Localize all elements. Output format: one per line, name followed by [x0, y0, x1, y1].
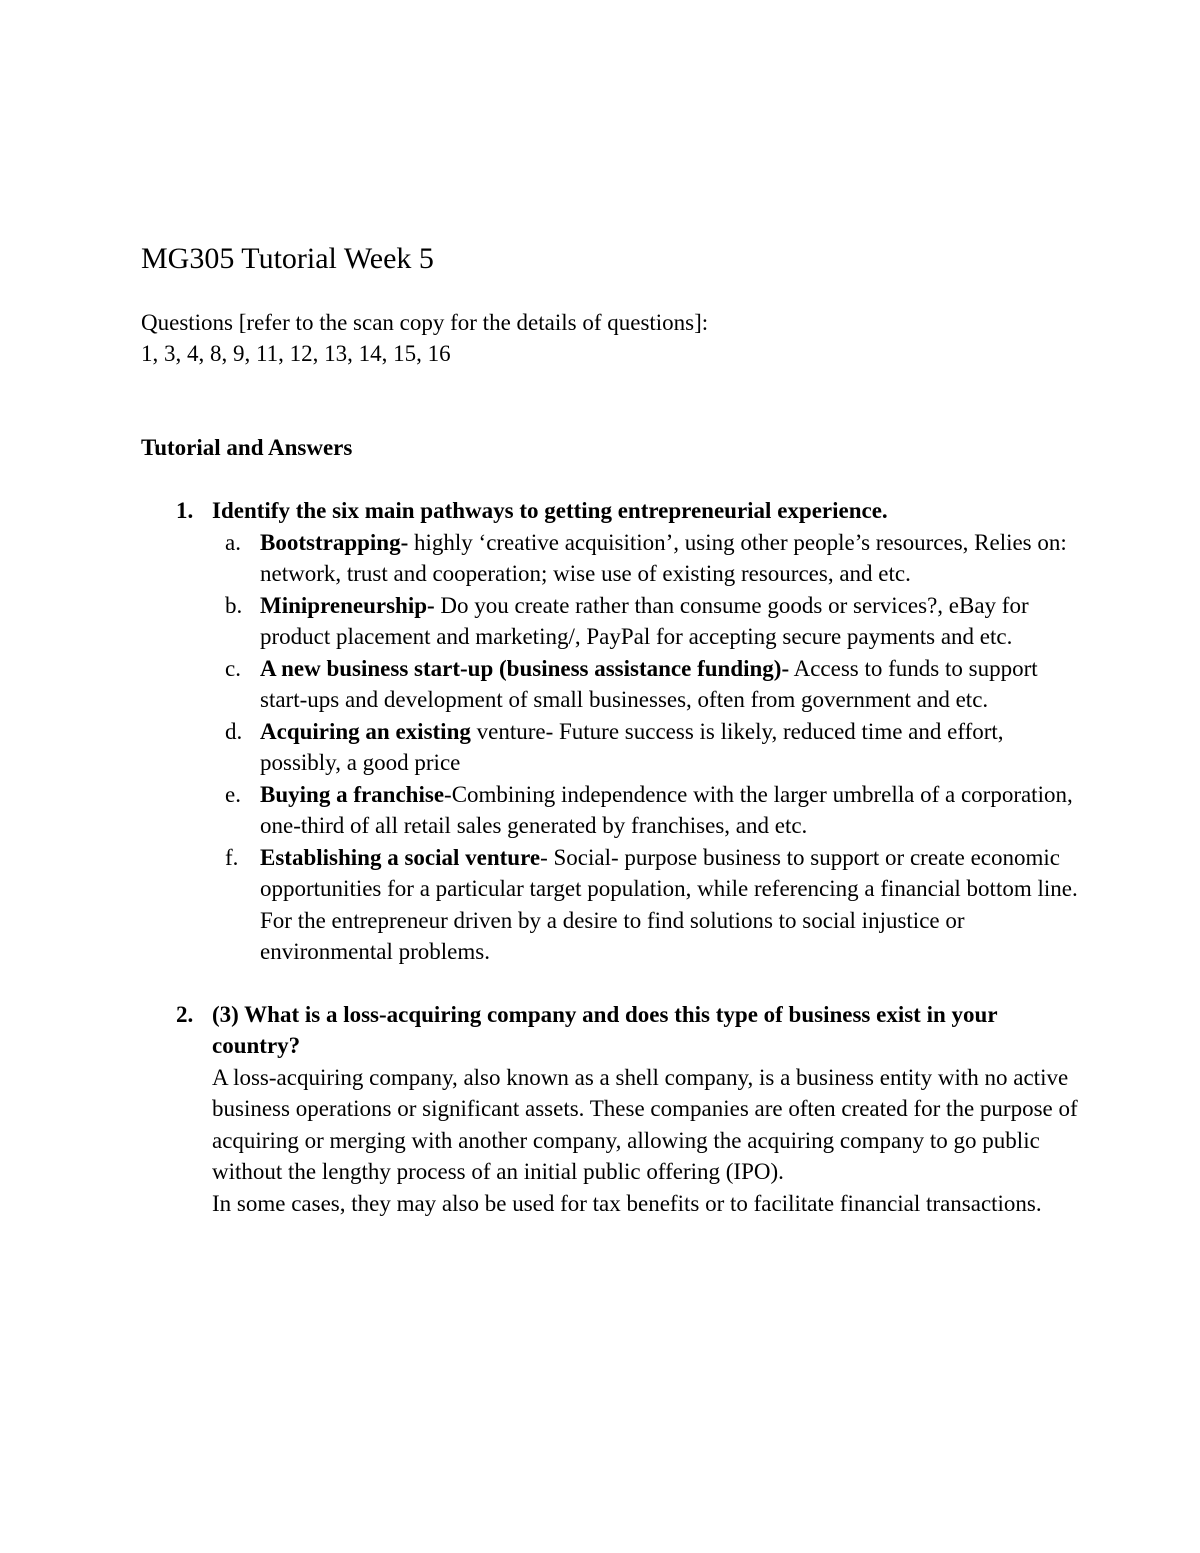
pathway-item-acquiring	[212, 716, 1081, 779]
pathway-letter: e.	[225, 781, 241, 807]
pathway-term: Minipreneurship-	[260, 592, 435, 618]
questions-block	[141, 307, 708, 369]
pathway-description: Do you create rather than consume goods or services?, eBay for product placement and marketing/, PayPal for accepting secure payments and etc.	[260, 592, 1029, 649]
question-item-1	[141, 495, 1081, 968]
pathway-letter: d.	[225, 718, 243, 744]
question-item-2	[141, 999, 1081, 1220]
question-text: Identify the six main pathways to getting entrepreneurial experience.	[212, 498, 888, 523]
questions-line: Questions [refer to the scan copy for the details of questions]:	[141, 310, 709, 335]
question-text: (3) What is a loss-acquiring company and does this type of business exist in your country?	[212, 1001, 998, 1058]
pathway-description: -Combining independence with the larger umbrella of a corporation, one-third of all retail sales generated by franchises, and etc.	[260, 781, 1073, 838]
pathway-term: Acquiring an existing	[260, 718, 471, 744]
answer-paragraph: A loss-acquiring company, also known as a shell company, is a business entity with no active business operations or significant assets. These companies are often created for the purpose of acquiring or merging with another company, allowing the acquiring company to go public without the lengthy process of an initial public offering (IPO).	[212, 1064, 1078, 1184]
question-list	[141, 495, 1081, 1219]
pathway-letter: b.	[225, 592, 243, 618]
pathway-description: Access to funds to support start-ups and development of small businesses, often from government and etc.	[260, 655, 1038, 712]
pathway-description: venture- Future success is likely, reduced time and effort, possibly, a good price	[260, 718, 1004, 775]
question-number: 1.	[176, 498, 194, 523]
pathway-term: A new business start-up (business assistance funding)-	[260, 655, 790, 681]
pathway-letter: f.	[225, 844, 239, 870]
answer-paragraph: In some cases, they may also be used for tax benefits or to facilitate financial transactions.	[212, 1190, 1042, 1216]
pathway-item-social-venture	[212, 842, 1081, 968]
pathway-item-franchise	[212, 779, 1081, 842]
pathway-letter: c.	[225, 655, 241, 681]
question-number: 2.	[176, 1001, 194, 1027]
pathway-list	[212, 527, 1081, 968]
section-heading: Tutorial and Answers	[141, 435, 353, 460]
pathway-term: Establishing a social venture	[260, 844, 541, 870]
pathway-description: highly ‘creative acquisition’, using other people’s resources, Relies on: network, trust and cooperation; wise use of existing resources, and etc.	[260, 529, 1067, 586]
pathway-letter: a.	[225, 529, 241, 555]
pathway-item-new-business	[212, 653, 1081, 716]
pathway-description: - Social- purpose business to support or create economic opportunities for a particular target population, while referencing a financial bottom line. For the entrepreneur driven by a desire to find solutions to social injustice or environmental problems.	[260, 844, 1078, 964]
document-title: MG305 Tutorial Week 5	[141, 242, 434, 275]
pathway-term: Bootstrapping-	[260, 529, 409, 555]
question-numbers: 1, 3, 4, 8, 9, 11, 12, 13, 14, 15, 16	[141, 341, 451, 366]
answer-block	[212, 1062, 1081, 1220]
pathway-term: Buying a franchise	[260, 781, 445, 807]
pathway-item-bootstrapping	[212, 527, 1081, 590]
pathway-item-minipreneurship	[212, 590, 1081, 653]
